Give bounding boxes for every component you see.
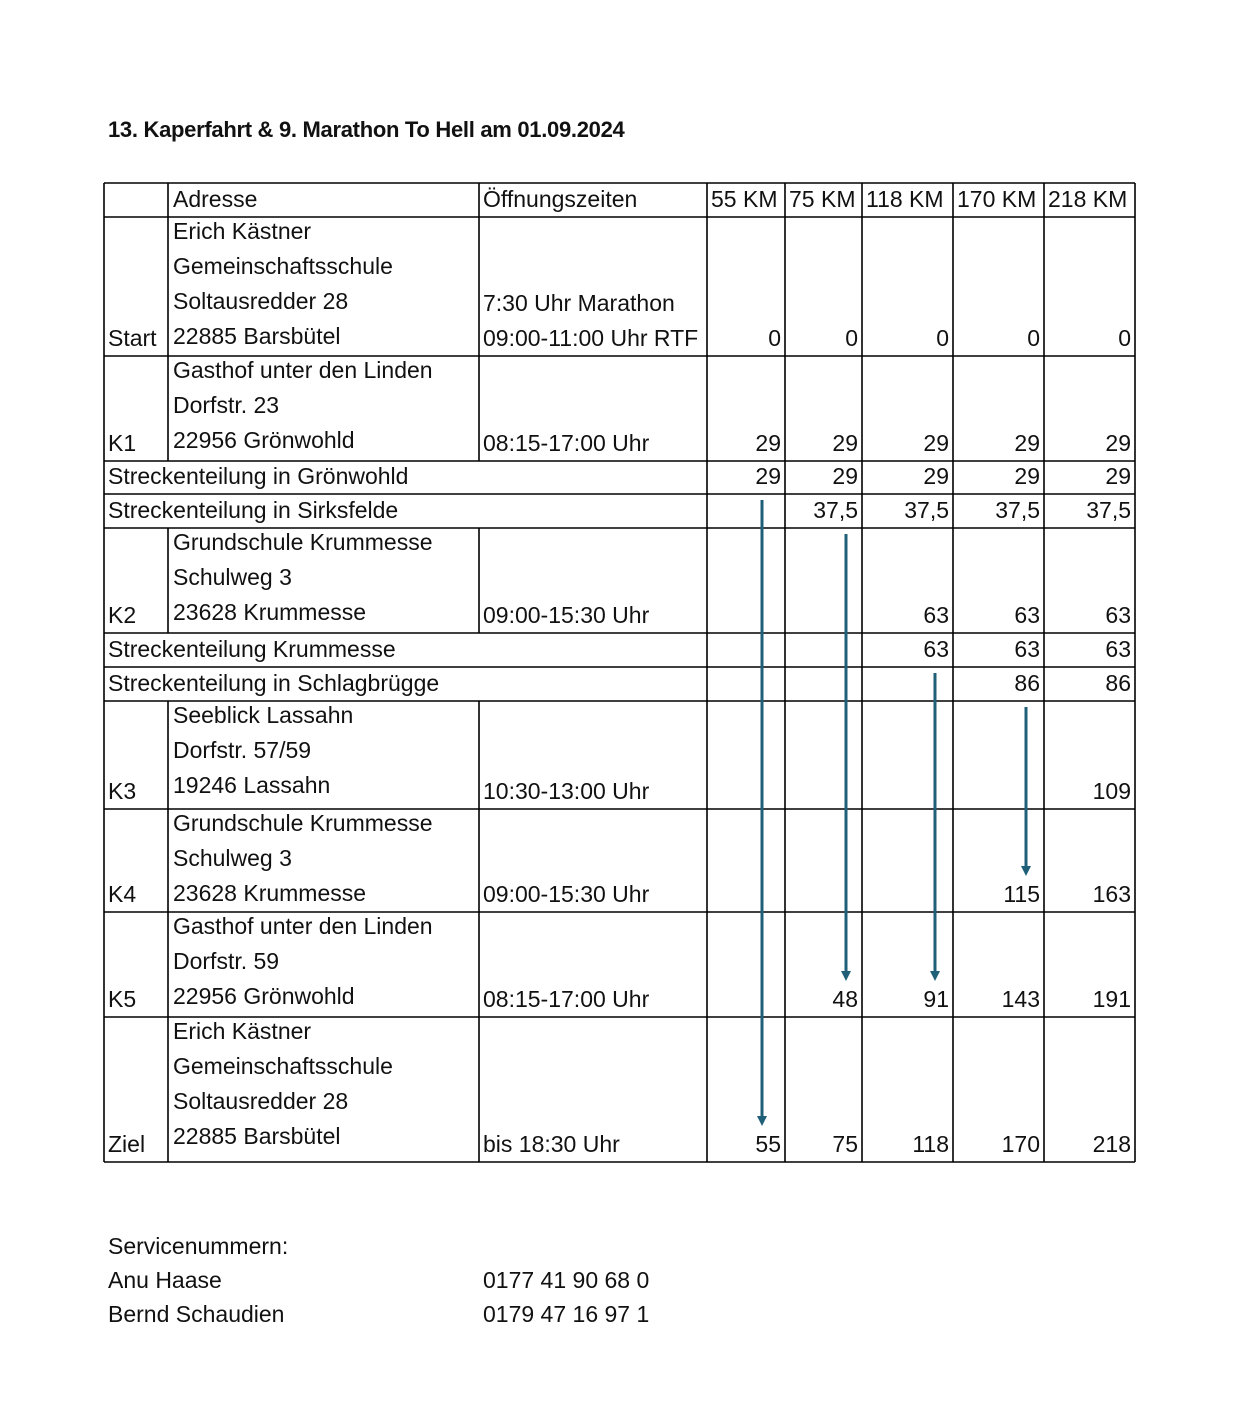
- address-line: 22956 Grönwohld: [173, 983, 355, 1009]
- address-line: Gemeinschaftsschule: [173, 1053, 393, 1079]
- km-value: 37,5: [1086, 497, 1131, 523]
- km-value: 29: [1105, 430, 1131, 456]
- km-value: 91: [923, 986, 949, 1012]
- row-label: K3: [108, 778, 137, 804]
- address-line: 23628 Krummesse: [173, 880, 367, 906]
- km-value: 55: [755, 1131, 781, 1157]
- km-value: 63: [923, 636, 949, 662]
- row-label: Ziel: [108, 1131, 146, 1157]
- header-km-3: 118 KM: [866, 186, 944, 212]
- km-value: 143: [1001, 986, 1040, 1012]
- km-value: 63: [1014, 636, 1040, 662]
- km-value: 29: [1105, 463, 1131, 489]
- address-line: Gasthof unter den Linden: [173, 357, 433, 383]
- km-value: 37,5: [995, 497, 1040, 523]
- split-label: Streckenteilung Krummesse: [108, 636, 396, 662]
- split-label: Streckenteilung in Grönwohld: [108, 463, 409, 489]
- km-value: 86: [1014, 670, 1040, 696]
- header-km-4: 170 KM: [957, 186, 1037, 212]
- opening-hours: 09:00-15:30 Uhr: [483, 881, 650, 907]
- km-value: 0: [1027, 325, 1040, 351]
- row-label: K1: [108, 430, 137, 456]
- row-label: K4: [108, 881, 137, 907]
- row-label: Start: [108, 325, 157, 351]
- split-label: Streckenteilung in Sirksfelde: [108, 497, 399, 523]
- address-line: Dorfstr. 59: [173, 948, 280, 974]
- km-value: 63: [923, 602, 949, 628]
- km-value: 29: [755, 430, 781, 456]
- km-value: 118: [912, 1131, 949, 1157]
- km-value: 191: [1092, 986, 1131, 1012]
- km-value: 29: [1014, 463, 1040, 489]
- address-line: Grundschule Krummesse: [173, 810, 433, 836]
- km-value: 29: [832, 463, 858, 489]
- address-line: Seeblick Lassahn: [173, 702, 354, 728]
- address-line: Soltausredder 28: [173, 288, 349, 314]
- address-line: 19246 Lassahn: [173, 772, 331, 798]
- address-line: 22956 Grönwohld: [173, 427, 355, 453]
- header-oeffnungszeiten: Öffnungszeiten: [483, 186, 638, 212]
- address-line: Schulweg 3: [173, 845, 292, 871]
- km-value: 63: [1014, 602, 1040, 628]
- address-line: Schulweg 3: [173, 564, 292, 590]
- address-line: Dorfstr. 57/59: [173, 737, 312, 763]
- address-line: 22885 Barsbütel: [173, 323, 341, 349]
- address-line: Dorfstr. 23: [173, 392, 280, 418]
- opening-hours: 08:15-17:00 Uhr: [483, 430, 650, 456]
- opening-hours: 09:00-15:30 Uhr: [483, 602, 650, 628]
- address-line: 22885 Barsbütel: [173, 1123, 341, 1149]
- contact-name: Bernd Schaudien: [108, 1301, 285, 1327]
- page-title: 13. Kaperfahrt & 9. Marathon To Hell am 01.09.2024: [108, 117, 625, 142]
- km-value: 0: [936, 325, 949, 351]
- km-value: 0: [845, 325, 858, 351]
- km-value: 37,5: [813, 497, 858, 523]
- km-value: 29: [923, 430, 949, 456]
- address-line: 23628 Krummesse: [173, 599, 367, 625]
- row-label: K2: [108, 602, 137, 628]
- split-label: Streckenteilung in Schlagbrügge: [108, 670, 440, 696]
- opening-hours: bis 18:30 Uhr: [483, 1131, 620, 1157]
- km-value: 29: [923, 463, 949, 489]
- opening-hours: 10:30-13:00 Uhr: [483, 778, 650, 804]
- km-value: 63: [1105, 602, 1131, 628]
- contact-phone: 0179 47 16 97 1: [483, 1301, 650, 1327]
- address-line: Erich Kästner: [173, 1018, 312, 1044]
- service-heading: Servicenummern:: [108, 1233, 289, 1259]
- address-line: Grundschule Krummesse: [173, 529, 433, 555]
- km-value: 37,5: [904, 497, 949, 523]
- contact-name: Anu Haase: [108, 1267, 222, 1293]
- header-adresse: Adresse: [173, 186, 258, 212]
- header-km-1: 55 KM: [711, 186, 778, 212]
- opening-hours: 08:15-17:00 Uhr: [483, 986, 650, 1012]
- km-value: 163: [1092, 881, 1131, 907]
- km-value: 29: [832, 430, 858, 456]
- km-value: 29: [755, 463, 781, 489]
- km-value: 86: [1105, 670, 1131, 696]
- address-line: Gemeinschaftsschule: [173, 253, 393, 279]
- header-km-2: 75 KM: [789, 186, 856, 212]
- header-km-5: 218 KM: [1048, 186, 1128, 212]
- address-line: Soltausredder 28: [173, 1088, 349, 1114]
- km-value: 218: [1092, 1131, 1131, 1157]
- km-value: 29: [1014, 430, 1040, 456]
- contact-phone: 0177 41 90 68 0: [483, 1267, 650, 1293]
- km-value: 0: [768, 325, 781, 351]
- row-label: K5: [108, 986, 137, 1012]
- km-value: 109: [1092, 778, 1131, 804]
- opening-hours: 09:00-11:00 Uhr RTF: [483, 325, 699, 351]
- km-value: 170: [1001, 1131, 1040, 1157]
- km-value: 63: [1105, 636, 1131, 662]
- km-value: 0: [1118, 325, 1131, 351]
- address-line: Gasthof unter den Linden: [173, 913, 433, 939]
- km-value: 48: [832, 986, 858, 1012]
- km-value: 75: [832, 1131, 858, 1157]
- address-line: Erich Kästner: [173, 218, 312, 244]
- opening-hours: 7:30 Uhr Marathon: [483, 290, 675, 316]
- km-value: 115: [1003, 881, 1040, 907]
